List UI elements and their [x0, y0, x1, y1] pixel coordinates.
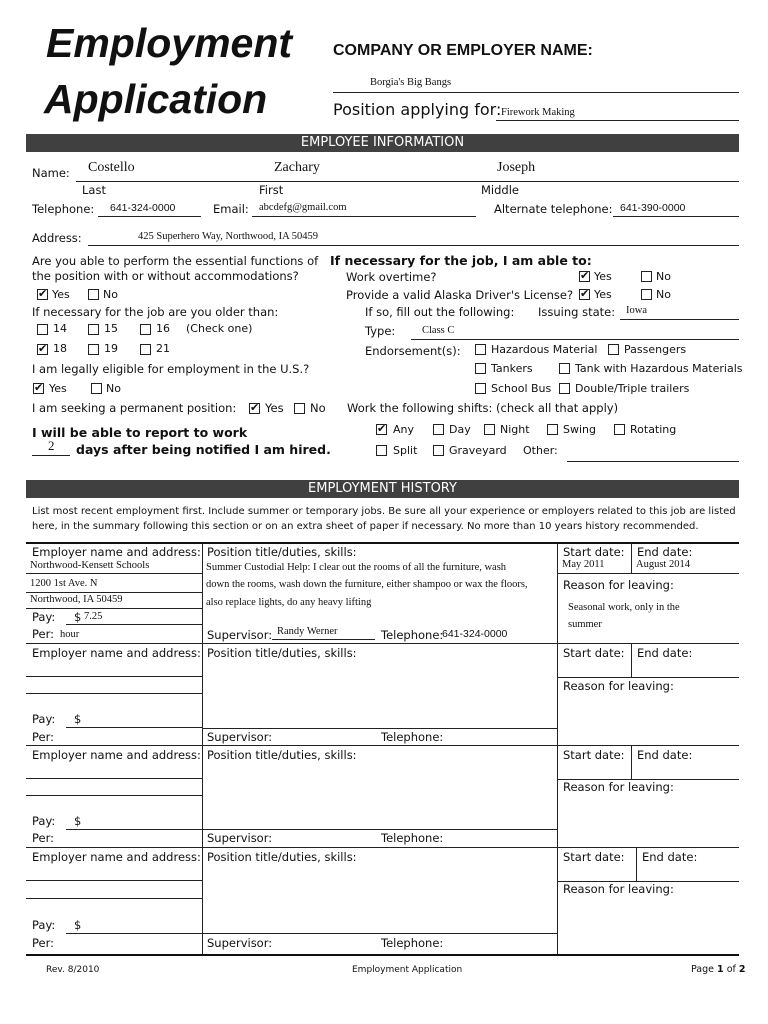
age-14-label: 14: [53, 322, 67, 335]
job2-dates-underline: [557, 677, 739, 678]
company-value[interactable]: Borgia's Big Bangs: [370, 77, 452, 88]
job3-employer-label: Employer name and address:: [32, 748, 201, 762]
name-middle-value[interactable]: Joseph: [497, 160, 536, 175]
job2-pay-underline: [66, 727, 202, 728]
eligible-yes-label: Yes: [49, 382, 67, 395]
name-first-value[interactable]: Zachary: [274, 160, 320, 175]
job1-start-label: Start date:: [563, 545, 625, 559]
job2-start-label: Start date:: [563, 646, 625, 660]
report-days-underline: [32, 455, 70, 456]
permanent-yes-checkbox[interactable]: [249, 403, 260, 414]
row2-bottom-border: [26, 745, 739, 746]
name-label: Name:: [32, 166, 70, 180]
job2-employer-underline1: [26, 676, 202, 677]
eligible-yes-checkbox[interactable]: [33, 383, 44, 394]
job4-telephone-label: Telephone:: [381, 936, 444, 950]
job4-employer-underline2: [26, 898, 202, 899]
shift-split-checkbox[interactable]: [376, 445, 387, 456]
position-underline: [496, 120, 739, 121]
title-application: Application: [44, 76, 268, 122]
address-underline: [88, 245, 739, 246]
job1-supervisor-underline: [272, 639, 375, 640]
job3-end-label: End date:: [637, 748, 693, 762]
issuing-state-label: Issuing state:: [538, 305, 616, 319]
job1-dates-underline: [557, 573, 739, 574]
issuing-state-value[interactable]: Iowa: [626, 305, 647, 316]
company-label: COMPANY OR EMPLOYER NAME:: [333, 42, 593, 59]
employee-information-header: EMPLOYEE INFORMATION: [26, 134, 739, 152]
job3-supervisor-line: [202, 829, 557, 830]
job1-duties-line1[interactable]: Summer Custodial Help: I clear out the rooms of all the furniture, wash: [206, 562, 507, 573]
shift-graveyard-label: Graveyard: [449, 444, 507, 457]
essential-yes-checkbox[interactable]: [37, 289, 48, 300]
endorse-hazmat-checkbox[interactable]: [475, 344, 486, 355]
license-yes-checkbox[interactable]: [579, 289, 590, 300]
table-top-border: [26, 542, 739, 544]
job1-duties-line3[interactable]: also replace lights, do any heavy lifting: [206, 597, 372, 608]
eligible-no-label: No: [106, 382, 121, 395]
position-label: Position applying for:: [333, 100, 502, 119]
issuing-state-underline: [620, 319, 739, 320]
alt-telephone-label: Alternate telephone:: [494, 202, 613, 216]
necessary-heading: If necessary for the job, I am able to:: [330, 253, 592, 268]
footer-page-total: 2: [738, 964, 746, 975]
essential-no-label: No: [103, 288, 118, 301]
footer-page: [691, 964, 746, 975]
employment-history-header: EMPLOYMENT HISTORY: [26, 480, 739, 498]
email-label: Email:: [213, 202, 249, 216]
job1-duties-line2[interactable]: down the rooms, wash down the furniture, either shampoo or wax the floors,: [206, 579, 528, 590]
license-no-label: No: [656, 288, 671, 301]
eligible-no-checkbox[interactable]: [91, 383, 102, 394]
job1-pay-dollar: $: [74, 610, 82, 624]
job4-per-label: Per:: [32, 936, 55, 950]
email-value[interactable]: abcdefg@gmail.com: [259, 202, 347, 213]
age-14-checkbox[interactable]: [37, 324, 48, 335]
shift-any-checkbox[interactable]: [376, 424, 387, 435]
job4-pay-underline: [66, 933, 202, 934]
endorsement-label: Endorsement(s):: [365, 344, 461, 358]
job1-supervisor-label: Supervisor:: [207, 628, 273, 642]
job4-pay-dollar: $: [74, 918, 82, 932]
footer-page-prefix: Page: [691, 964, 714, 975]
job3-telephone-label: Telephone:: [381, 831, 444, 845]
permanent-question: I am seeking a permanent position:: [32, 401, 237, 415]
row1-bottom-border: [26, 643, 739, 644]
age-19-label: 19: [104, 342, 118, 355]
name-underline: [76, 181, 739, 182]
job3-employer-underline2: [26, 795, 202, 796]
job3-position-label: Position title/duties, skills:: [207, 748, 357, 762]
job1-per-label: Per:: [32, 627, 55, 641]
job4-date-divider: [636, 847, 637, 881]
job1-end-label: End date:: [637, 545, 693, 559]
job4-reason-label: Reason for leaving:: [563, 882, 674, 896]
job1-position-label: Position title/duties, skills:: [207, 545, 357, 559]
report-days-value[interactable]: 2: [48, 438, 55, 453]
age-16-label: 16: [156, 322, 170, 335]
shift-any-label: Any: [393, 423, 415, 436]
footer-title: Employment Application: [352, 965, 463, 975]
footer-revision: Rev. 8/2010: [46, 965, 100, 975]
type-label: Type:: [365, 324, 396, 338]
age-18-label: 18: [53, 342, 67, 355]
endorse-school-bus-checkbox[interactable]: [475, 383, 486, 394]
report-to-work-line1: I will be able to report to work: [32, 425, 248, 440]
job2-reason-label: Reason for leaving:: [563, 679, 674, 693]
endorse-tankers-label: Tankers: [491, 362, 533, 375]
check-one-note: (Check one): [186, 322, 253, 335]
job2-telephone-label: Telephone:: [381, 730, 444, 744]
job3-employer-underline1: [26, 778, 202, 779]
job1-end-value[interactable]: August 2014: [636, 559, 690, 570]
footer-page-of: of: [726, 964, 736, 975]
overtime-yes-label: Yes: [594, 270, 612, 283]
shift-swing-label: Swing: [563, 423, 596, 436]
endorse-passengers-label: Passengers: [624, 343, 687, 356]
shift-rotating-checkbox[interactable]: [614, 424, 625, 435]
endorse-passengers-checkbox[interactable]: [608, 344, 619, 355]
job3-date-divider: [631, 745, 632, 779]
job1-telephone-value[interactable]: 641-324-0000: [442, 628, 508, 640]
eligible-question: I am legally eligible for employment in the U.S.?: [32, 362, 310, 376]
endorse-double-triple-label: Double/Triple trailers: [575, 382, 690, 395]
shift-graveyard-checkbox[interactable]: [433, 445, 444, 456]
job2-supervisor-line: [202, 728, 557, 729]
age-16-checkbox[interactable]: [140, 324, 151, 335]
address-label: Address:: [32, 231, 82, 245]
job3-pay-underline: [66, 829, 202, 830]
age-19-checkbox[interactable]: [88, 344, 99, 355]
job4-end-label: End date:: [642, 850, 698, 864]
job1-pay-label: Pay:: [32, 610, 56, 624]
job1-supervisor-value[interactable]: Randy Werner: [277, 626, 338, 637]
job2-position-label: Position title/duties, skills:: [207, 646, 357, 660]
job1-reason-line2[interactable]: summer: [568, 619, 602, 630]
job2-pay-label: Pay:: [32, 712, 56, 726]
endorse-double-triple-checkbox[interactable]: [559, 383, 570, 394]
job2-supervisor-label: Supervisor:: [207, 730, 273, 744]
job4-employer-underline1: [26, 880, 202, 881]
report-to-work-line2: days after being notified I am hired.: [76, 442, 331, 457]
job3-pay-dollar: $: [74, 814, 82, 828]
job1-reason-line1[interactable]: Seasonal work, only in the: [568, 602, 680, 613]
job1-date-divider: [631, 543, 632, 573]
job4-supervisor-label: Supervisor:: [207, 936, 273, 950]
shift-night-label: Night: [500, 423, 530, 436]
job1-employer-underline2: [26, 592, 202, 593]
alt-telephone-underline: [613, 216, 739, 217]
company-underline: [333, 92, 739, 93]
job3-per-label: Per:: [32, 831, 55, 845]
shift-rotating-label: Rotating: [630, 423, 677, 436]
essential-question-line1: Are you able to perform the essential functions of: [32, 254, 319, 268]
first-caption: First: [259, 183, 284, 197]
job4-position-label: Position title/duties, skills:: [207, 850, 357, 864]
job2-per-label: Per:: [32, 730, 55, 744]
shift-other-label: Other:: [523, 444, 558, 457]
job1-employer-line3[interactable]: Northwood, IA 50459: [30, 594, 123, 605]
job2-employer-label: Employer name and address:: [32, 646, 201, 660]
job4-employer-label: Employer name and address:: [32, 850, 201, 864]
age-21-label: 21: [156, 342, 170, 355]
job3-reason-label: Reason for leaving:: [563, 780, 674, 794]
if-so-label: If so, fill out the following:: [365, 305, 515, 319]
older-question: If necessary for the job are you older than:: [32, 305, 279, 319]
permanent-no-label: No: [310, 401, 326, 415]
job1-reason-label: Reason for leaving:: [563, 578, 674, 592]
history-instructions-line1: List most recent employment first. Include summer or temporary jobs. Be sure all your experience or employers related to this job are listed: [32, 506, 736, 517]
email-underline: [252, 216, 476, 217]
job2-pay-dollar: $: [74, 712, 82, 726]
job2-end-label: End date:: [637, 646, 693, 660]
shift-swing-checkbox[interactable]: [547, 424, 558, 435]
overtime-yes-checkbox[interactable]: [579, 271, 590, 282]
telephone-label: Telephone:: [32, 202, 95, 216]
shift-split-label: Split: [393, 444, 418, 457]
job1-pay-underline: [66, 624, 202, 625]
endorse-school-bus-label: School Bus: [491, 382, 552, 395]
overtime-question: Work overtime?: [346, 270, 437, 284]
alt-telephone-value[interactable]: 641-390-0000: [620, 202, 686, 214]
endorse-tank-hazmat-label: Tank with Hazardous Materials: [575, 362, 743, 375]
job1-employer-line1[interactable]: Northwood-Kensett Schools: [30, 560, 150, 571]
type-value[interactable]: Class C: [422, 325, 455, 336]
essential-question-line2: the position with or without accommodations?: [32, 269, 299, 283]
table-bottom-border: [26, 954, 739, 956]
job1-pay-value[interactable]: 7.25: [84, 611, 103, 622]
job4-pay-label: Pay:: [32, 918, 56, 932]
license-question: Provide a valid Alaska Driver's License?: [346, 288, 574, 302]
job2-employer-underline2: [26, 693, 202, 694]
job4-supervisor-line: [202, 933, 557, 934]
permanent-no-checkbox[interactable]: [294, 403, 305, 414]
last-caption: Last: [82, 183, 106, 197]
essential-no-checkbox[interactable]: [88, 289, 99, 300]
endorse-tank-hazmat-checkbox[interactable]: [559, 363, 570, 374]
essential-yes-label: Yes: [52, 288, 70, 301]
shift-day-checkbox[interactable]: [433, 424, 444, 435]
age-21-checkbox[interactable]: [140, 344, 151, 355]
type-underline: [411, 339, 739, 340]
job3-supervisor-label: Supervisor:: [207, 831, 273, 845]
footer-page-number: 1: [717, 964, 724, 975]
address-value[interactable]: 425 Superhero Way, Northwood, IA 50459: [138, 231, 318, 242]
shift-other-underline: [567, 461, 739, 462]
endorse-tankers-checkbox[interactable]: [475, 363, 486, 374]
endorse-hazmat-label: Hazardous Material: [491, 343, 598, 356]
title-employment: Employment: [46, 20, 293, 66]
name-last-value[interactable]: Costello: [88, 160, 135, 175]
position-value[interactable]: Firework Making: [501, 107, 575, 118]
shift-day-label: Day: [449, 423, 471, 436]
telephone-value[interactable]: 641-324-0000: [110, 202, 176, 214]
job1-start-value[interactable]: May 2011: [562, 559, 605, 570]
job3-pay-label: Pay:: [32, 814, 56, 828]
middle-caption: Middle: [481, 183, 519, 197]
overtime-no-label: No: [656, 270, 671, 283]
license-no-checkbox[interactable]: [641, 289, 652, 300]
job1-employer-label: Employer name and address:: [32, 545, 201, 559]
shift-night-checkbox[interactable]: [484, 424, 495, 435]
row3-bottom-border: [26, 847, 739, 848]
job4-start-label: Start date:: [563, 850, 625, 864]
job1-employer-underline3: [26, 608, 202, 609]
job1-employer-line2[interactable]: 1200 1st Ave. N: [30, 578, 98, 589]
shifts-label: Work the following shifts: (check all that apply): [347, 401, 619, 415]
table-divider-position: [202, 543, 203, 954]
history-instructions-line2: here, in the summary following this section or on an extra sheet of paper if necessary. No more than 10 years history recommended.: [32, 521, 699, 532]
overtime-no-checkbox[interactable]: [641, 271, 652, 282]
age-18-checkbox[interactable]: [37, 344, 48, 355]
table-divider-dates: [557, 543, 558, 954]
license-yes-label: Yes: [594, 288, 612, 301]
telephone-underline: [98, 216, 201, 217]
permanent-yes-label: Yes: [265, 401, 284, 415]
age-15-label: 15: [104, 322, 118, 335]
job1-telephone-label: Telephone:: [381, 628, 444, 642]
job1-per-value[interactable]: hour: [60, 629, 80, 640]
job2-date-divider: [631, 643, 632, 677]
job3-start-label: Start date:: [563, 748, 625, 762]
age-15-checkbox[interactable]: [88, 324, 99, 335]
job1-employer-underline1: [26, 573, 202, 574]
